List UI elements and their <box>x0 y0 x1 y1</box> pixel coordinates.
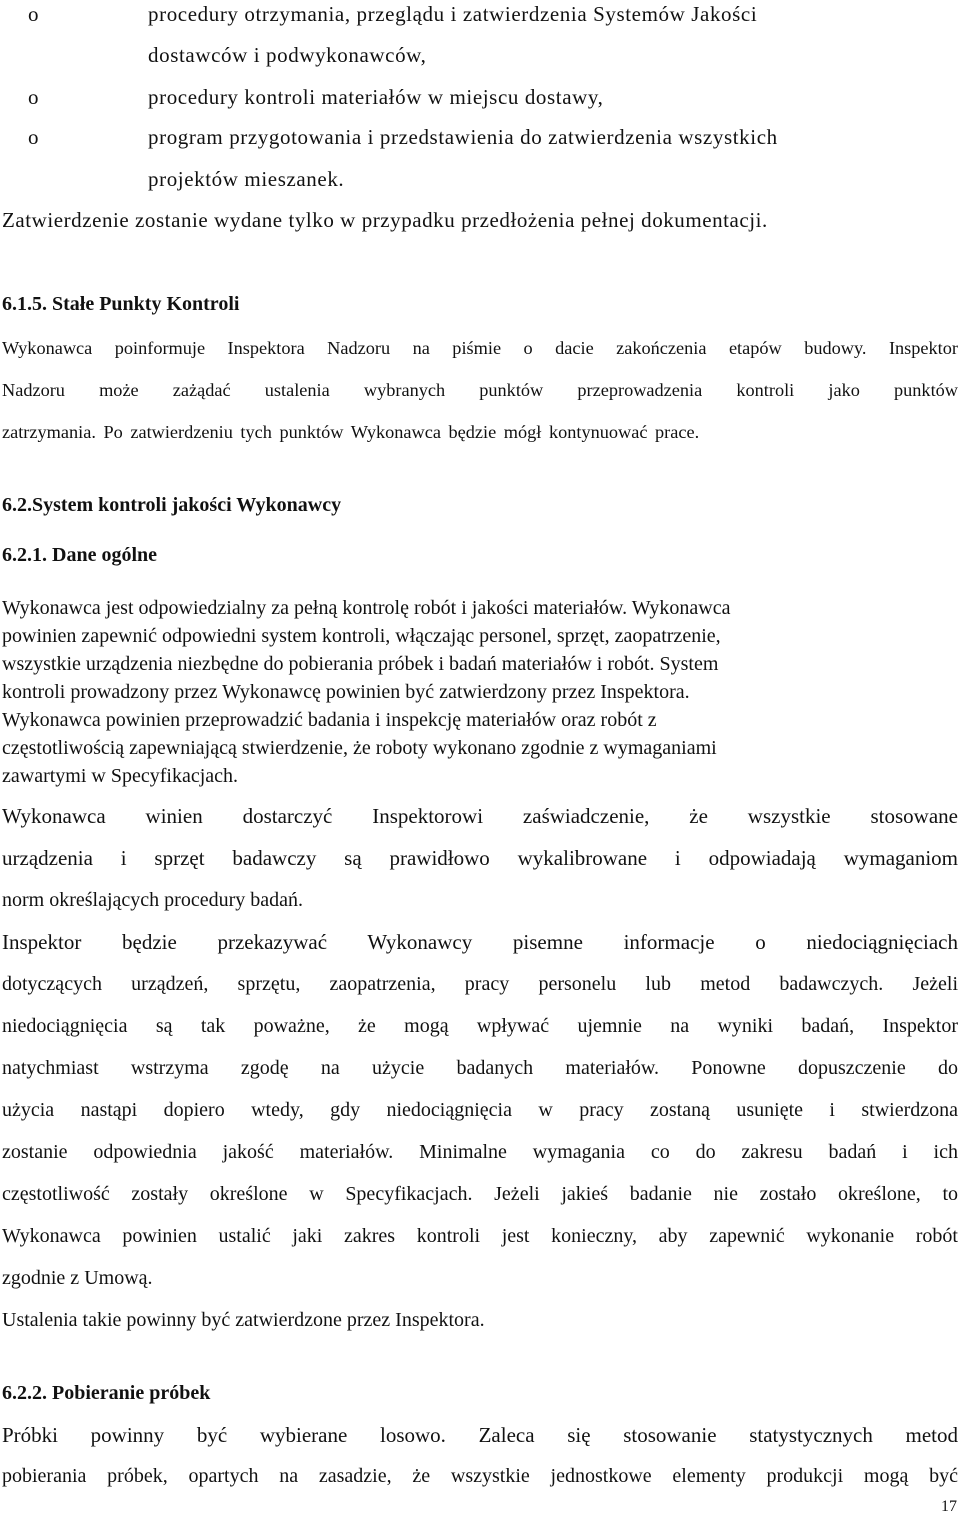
section-heading-6-2-2: 6.2.2. Pobieranie próbek <box>2 1382 211 1404</box>
paragraph-line: Wykonawca jest odpowiedzialny za pełną kontrolę robót i jakości materiałów. Wykonawca <box>2 597 731 619</box>
page-number: 17 <box>941 1498 957 1515</box>
paragraph-line: urządzenia i sprzęt badawczy są prawidłowo wykalibrowane i odpowiadają wymaganiom <box>2 846 958 870</box>
paragraph-line: Inspektor będzie przekazywać Wykonawcy pisemne informacje o niedociągnięciach <box>2 930 958 954</box>
bullet-marker: o <box>28 125 39 149</box>
paragraph-line: Wykonawca winien dostarczyć Inspektorowi zaświadczenie, że wszystkie stosowane <box>2 804 958 828</box>
paragraph-line: Wykonawca powinien przeprowadzić badania i inspekcję materiałów oraz robót z <box>2 709 657 731</box>
paragraph-line: Ustalenia takie powinny być zatwierdzone przez Inspektora. <box>2 1309 485 1331</box>
bullet-item-line: procedury kontroli materiałów w miejscu dostawy, <box>148 85 604 109</box>
paragraph-line: natychmiast wstrzyma zgodę na użycie badanych materiałów. Ponowne dopuszczenie do <box>2 1057 958 1079</box>
paragraph-line: zgodnie z Umową. <box>2 1267 153 1289</box>
bullet-item-line: procedury otrzymania, przeglądu i zatwierdzenia Systemów Jakości <box>148 2 758 26</box>
section-heading-6-2: 6.2.System kontroli jakości Wykonawcy <box>2 494 342 516</box>
paragraph-line: Wykonawca powinien ustalić jaki zakres kontroli jest konieczny, aby zapewnić wykonanie robót <box>2 1225 958 1247</box>
bullet-item-line: dostawców i podwykonawców, <box>148 43 427 67</box>
paragraph-line: pobierania próbek, opartych na zasadzie, że wszystkie jednostkowe elementy produkcji mogą być <box>2 1465 958 1487</box>
paragraph-line: zostanie odpowiednia jakość materiałów. Minimalne wymagania co do zakresu badań i ich <box>2 1141 958 1163</box>
paragraph-line: częstotliwością zapewniającą stwierdzenie, że roboty wykonano zgodnie z wymaganiami <box>2 737 717 759</box>
section-heading-6-1-5: 6.1.5. Stałe Punkty Kontroli <box>2 293 240 315</box>
section-heading-6-2-1: 6.2.1. Dane ogólne <box>2 544 157 566</box>
paragraph-line: użycia nastąpi dopiero wtedy, gdy niedociągnięcia w pracy zostaną usunięte i stwierdzona <box>2 1099 958 1121</box>
paragraph-line: zawartymi w Specyfikacjach. <box>2 765 239 787</box>
paragraph-line: norm określających procedury badań. <box>2 889 303 911</box>
paragraph-line: Wykonawca poinformuje Inspektora Nadzoru na piśmie o dacie zakończenia etapów budowy. Inspektor <box>2 338 958 358</box>
paragraph-line: niedociągnięcia są tak poważne, że mogą wpływać ujemnie na wyniki badań, Inspektor <box>2 1015 958 1037</box>
paragraph-line: zatrzymania. Po zatwierdzeniu tych punktów Wykonawca będzie mógł kontynuować prace. <box>2 422 700 442</box>
paragraph-line: częstotliwość zostały określone w Specyfikacjach. Jeżeli jakieś badanie nie zostało określone, to <box>2 1183 958 1205</box>
paragraph-line: kontroli prowadzony przez Wykonawcę powinien być zatwierdzony przez Inspektora. <box>2 681 690 703</box>
bullet-marker: o <box>28 2 39 26</box>
paragraph-line: Próbki powinny być wybierane losowo. Zaleca się stosowanie statystycznych metod <box>2 1423 958 1447</box>
paragraph-line: Nadzoru może zażądać ustalenia wybranych punktów przeprowadzenia kontroli jako punktów <box>2 380 958 400</box>
bullet-item-line: program przygotowania i przedstawienia do zatwierdzenia wszystkich <box>148 125 778 149</box>
paragraph-line: wszystkie urządzenia niezbędne do pobierania próbek i badań materiałów i robót. System <box>2 653 719 675</box>
bullet-item-line: projektów mieszanek. <box>148 167 345 191</box>
paragraph-line: dotyczących urządzeń, sprzętu, zaopatrzenia, pracy personelu lub metod badawczych. Jeżeli <box>2 973 958 995</box>
bullet-marker: o <box>28 85 39 109</box>
paragraph-line: powinien zapewnić odpowiedni system kontroli, włączając personel, sprzęt, zaopatrzenie, <box>2 625 721 647</box>
approval-note: Zatwierdzenie zostanie wydane tylko w przypadku przedłożenia pełnej dokumentacji. <box>2 208 768 232</box>
